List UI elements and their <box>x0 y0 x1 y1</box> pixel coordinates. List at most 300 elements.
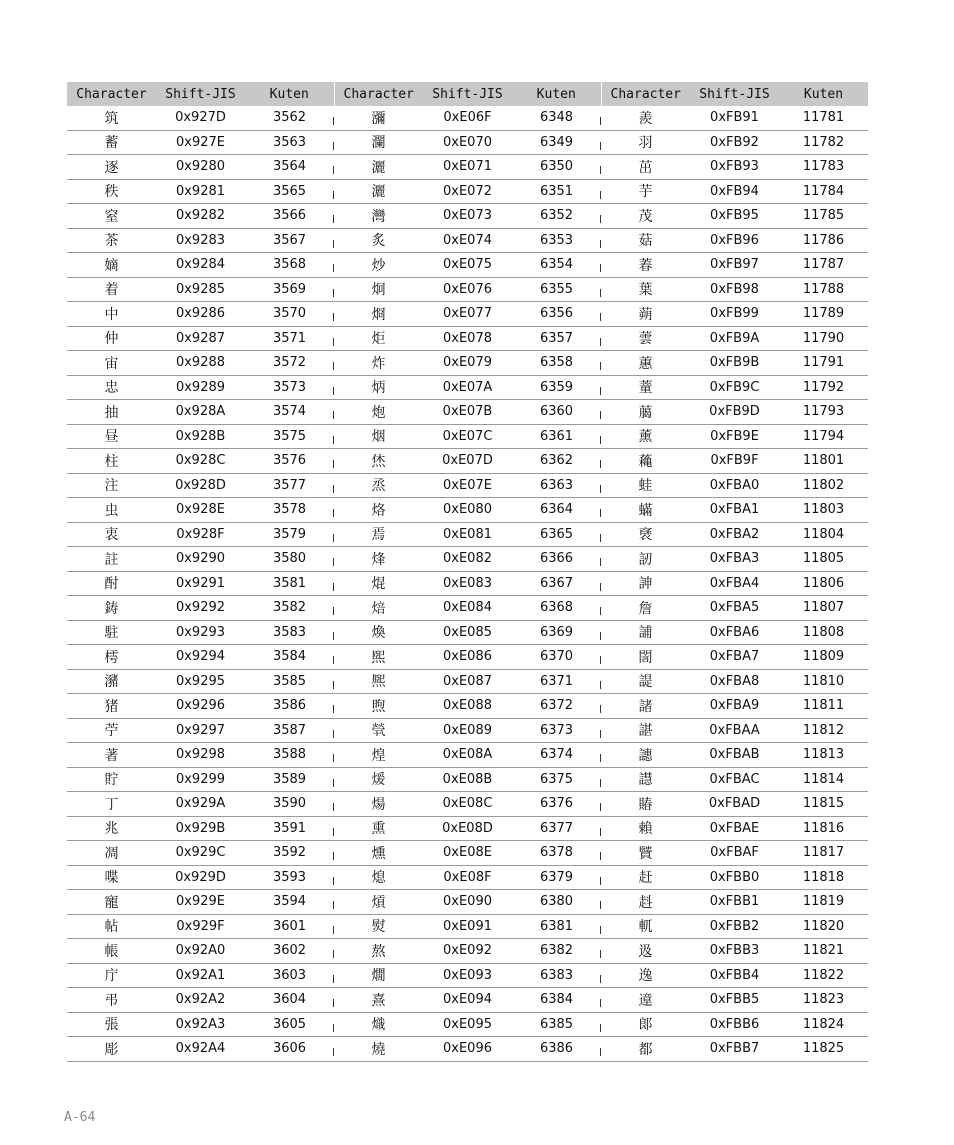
shift-jis-cell: 0xE083 <box>423 571 512 596</box>
character-cell: 郞 <box>601 1012 690 1037</box>
table-row <box>67 1037 868 1062</box>
shift-jis-cell: 0xFBB5 <box>690 988 779 1013</box>
table-body <box>67 106 868 1061</box>
character-cell: 燒 <box>334 1037 423 1062</box>
shift-jis-cell: 0xE092 <box>423 939 512 964</box>
kuten-cell: 6361 <box>512 424 601 449</box>
shift-jis-cell: 0xFB91 <box>690 106 779 130</box>
kuten-cell: 11783 <box>779 155 868 180</box>
kuten-cell: 3593 <box>245 865 334 890</box>
character-cell: 弔 <box>67 988 156 1013</box>
character-cell: 茶 <box>67 228 156 253</box>
table-row <box>67 792 868 817</box>
shift-jis-cell: 0xE076 <box>423 277 512 302</box>
shift-jis-cell: 0xE072 <box>423 179 512 204</box>
shift-jis-cell: 0xE08F <box>423 865 512 890</box>
kuten-cell: 3573 <box>245 375 334 400</box>
character-cell: 茂 <box>601 204 690 229</box>
shift-jis-cell: 0xFB9A <box>690 326 779 351</box>
shift-jis-cell: 0xFBAA <box>690 718 779 743</box>
character-cell: 猪 <box>67 694 156 719</box>
character-cell: 兆 <box>67 816 156 841</box>
kuten-cell: 11818 <box>779 865 868 890</box>
kuten-cell: 11803 <box>779 498 868 523</box>
kuten-cell: 3591 <box>245 816 334 841</box>
table-row <box>67 547 868 572</box>
character-cell: 庁 <box>67 963 156 988</box>
kuten-cell: 11789 <box>779 302 868 327</box>
shift-jis-cell: 0xFBA0 <box>690 473 779 498</box>
kuten-cell: 11785 <box>779 204 868 229</box>
shift-jis-cell: 0xFBA1 <box>690 498 779 523</box>
character-cell: 烋 <box>334 449 423 474</box>
kuten-cell: 6358 <box>512 351 601 376</box>
character-cell: 蓄 <box>67 130 156 155</box>
character-cell: 熬 <box>334 939 423 964</box>
shift-jis-cell: 0xFBAE <box>690 816 779 841</box>
character-cell: 譓 <box>601 743 690 768</box>
shift-jis-cell: 0xFBB1 <box>690 890 779 915</box>
kuten-cell: 3605 <box>245 1012 334 1037</box>
character-cell: 炳 <box>334 375 423 400</box>
kuten-cell: 11790 <box>779 326 868 351</box>
shift-jis-cell: 0xFB92 <box>690 130 779 155</box>
kuten-cell: 3603 <box>245 963 334 988</box>
table-row <box>67 963 868 988</box>
table-row <box>67 596 868 621</box>
character-cell: 煖 <box>334 767 423 792</box>
table-row <box>67 351 868 376</box>
character-cell: 蒴 <box>601 302 690 327</box>
kuten-cell: 3572 <box>245 351 334 376</box>
kuten-cell: 11787 <box>779 253 868 278</box>
shift-jis-cell: 0x929F <box>156 914 245 939</box>
kuten-cell: 3583 <box>245 620 334 645</box>
character-cell: 焉 <box>334 522 423 547</box>
character-cell: 烝 <box>334 473 423 498</box>
kuten-cell: 6349 <box>512 130 601 155</box>
shift-jis-cell: 0xFB9F <box>690 449 779 474</box>
column-header: Shift-JIS <box>156 82 245 106</box>
shift-jis-cell: 0x9295 <box>156 669 245 694</box>
shift-jis-cell: 0xFB95 <box>690 204 779 229</box>
kuten-cell: 3594 <box>245 890 334 915</box>
shift-jis-cell: 0xFBB0 <box>690 865 779 890</box>
shift-jis-cell: 0xE094 <box>423 988 512 1013</box>
shift-jis-cell: 0x9284 <box>156 253 245 278</box>
table-row <box>67 767 868 792</box>
character-cell: 熹 <box>334 988 423 1013</box>
kuten-cell: 3562 <box>245 106 334 130</box>
character-cell: 彫 <box>67 1037 156 1062</box>
shift-jis-cell: 0x92A1 <box>156 963 245 988</box>
kuten-cell: 11806 <box>779 571 868 596</box>
kuten-cell: 6372 <box>512 694 601 719</box>
character-cell: 炸 <box>334 351 423 376</box>
character-cell: 諶 <box>601 718 690 743</box>
shift-jis-cell: 0xFB99 <box>690 302 779 327</box>
kuten-cell: 11821 <box>779 939 868 964</box>
character-cell: 寵 <box>67 890 156 915</box>
shift-jis-cell: 0xE087 <box>423 669 512 694</box>
shift-jis-cell: 0xFBAF <box>690 841 779 866</box>
shift-jis-cell: 0xE07E <box>423 473 512 498</box>
character-cell: 炬 <box>334 326 423 351</box>
kuten-cell: 3578 <box>245 498 334 523</box>
character-cell: 軏 <box>601 914 690 939</box>
shift-jis-cell: 0x92A3 <box>156 1012 245 1037</box>
kuten-cell: 6386 <box>512 1037 601 1062</box>
character-cell: 炯 <box>334 277 423 302</box>
kuten-cell: 6378 <box>512 841 601 866</box>
character-cell: 諟 <box>601 669 690 694</box>
kuten-cell: 11823 <box>779 988 868 1013</box>
shift-jis-cell: 0x927D <box>156 106 245 130</box>
kuten-cell: 6351 <box>512 179 601 204</box>
character-cell: 逸 <box>601 963 690 988</box>
shift-jis-cell: 0xE096 <box>423 1037 512 1062</box>
character-cell: 熈 <box>334 669 423 694</box>
shift-jis-cell: 0x9298 <box>156 743 245 768</box>
character-cell: 燻 <box>334 841 423 866</box>
shift-jis-cell: 0x9299 <box>156 767 245 792</box>
kuten-cell: 6385 <box>512 1012 601 1037</box>
table-row <box>67 130 868 155</box>
table-row <box>67 375 868 400</box>
shift-jis-cell: 0x928C <box>156 449 245 474</box>
table-row <box>67 204 868 229</box>
character-cell: 焜 <box>334 571 423 596</box>
character-cell: 筑 <box>67 106 156 130</box>
character-cell: 煢 <box>334 718 423 743</box>
character-cell: 炒 <box>334 253 423 278</box>
table-row <box>67 277 868 302</box>
kuten-cell: 11824 <box>779 1012 868 1037</box>
table-row <box>67 228 868 253</box>
shift-jis-cell: 0x9293 <box>156 620 245 645</box>
kuten-cell: 6363 <box>512 473 601 498</box>
shift-jis-cell: 0xE08D <box>423 816 512 841</box>
kuten-cell: 3581 <box>245 571 334 596</box>
kuten-cell: 11812 <box>779 718 868 743</box>
shift-jis-cell: 0xE071 <box>423 155 512 180</box>
shift-jis-cell: 0x9294 <box>156 645 245 670</box>
table-row <box>67 498 868 523</box>
shift-jis-cell: 0xE091 <box>423 914 512 939</box>
table-row <box>67 1012 868 1037</box>
page-number: A-64 <box>64 1110 96 1125</box>
kuten-cell: 6374 <box>512 743 601 768</box>
shift-jis-cell: 0xFB97 <box>690 253 779 278</box>
column-header: Character <box>334 82 423 106</box>
shift-jis-cell: 0xE088 <box>423 694 512 719</box>
character-cell: 烙 <box>334 498 423 523</box>
shift-jis-cell: 0x929E <box>156 890 245 915</box>
character-cell: 着 <box>67 277 156 302</box>
character-cell: 萶 <box>601 253 690 278</box>
kuten-cell: 6371 <box>512 669 601 694</box>
kuten-cell: 6362 <box>512 449 601 474</box>
shift-jis-cell: 0xFB9E <box>690 424 779 449</box>
kuten-cell: 11813 <box>779 743 868 768</box>
character-cell: 菇 <box>601 228 690 253</box>
character-cell: 註 <box>67 547 156 572</box>
character-cell: 抽 <box>67 400 156 425</box>
kuten-cell: 11808 <box>779 620 868 645</box>
kuten-cell: 6365 <box>512 522 601 547</box>
character-cell: 柱 <box>67 449 156 474</box>
character-cell: 窒 <box>67 204 156 229</box>
kuten-cell: 11811 <box>779 694 868 719</box>
character-cell: 訒 <box>601 547 690 572</box>
character-cell: 駐 <box>67 620 156 645</box>
shift-jis-cell: 0x9289 <box>156 375 245 400</box>
character-cell: 煌 <box>334 743 423 768</box>
shift-jis-cell: 0xE090 <box>423 890 512 915</box>
shift-jis-cell: 0x9281 <box>156 179 245 204</box>
kuten-cell: 6380 <box>512 890 601 915</box>
kuten-cell: 3585 <box>245 669 334 694</box>
shift-jis-cell: 0x9287 <box>156 326 245 351</box>
kuten-cell: 6373 <box>512 718 601 743</box>
table-row <box>67 449 868 474</box>
kuten-cell: 6384 <box>512 988 601 1013</box>
kuten-cell: 6360 <box>512 400 601 425</box>
table-row <box>67 473 868 498</box>
shift-jis-cell: 0xFBB6 <box>690 1012 779 1037</box>
shift-jis-cell: 0xFBAD <box>690 792 779 817</box>
character-cell: 喋 <box>67 865 156 890</box>
kuten-cell: 3579 <box>245 522 334 547</box>
shift-jis-cell: 0xE095 <box>423 1012 512 1037</box>
kuten-cell: 3571 <box>245 326 334 351</box>
kuten-cell: 3589 <box>245 767 334 792</box>
character-cell: 灑 <box>334 179 423 204</box>
kuten-cell: 3604 <box>245 988 334 1013</box>
kuten-cell: 3576 <box>245 449 334 474</box>
kuten-cell: 11781 <box>779 106 868 130</box>
shift-jis-cell: 0xFBA3 <box>690 547 779 572</box>
code-table-container <box>67 82 868 1062</box>
character-cell: 賰 <box>601 792 690 817</box>
character-cell: 﨤 <box>601 939 690 964</box>
table-row <box>67 890 868 915</box>
character-cell: 灑 <box>334 155 423 180</box>
kuten-cell: 3587 <box>245 718 334 743</box>
kuten-cell: 6356 <box>512 302 601 327</box>
kuten-cell: 6364 <box>512 498 601 523</box>
shift-jis-cell: 0xE070 <box>423 130 512 155</box>
shift-jis-cell: 0xFBB2 <box>690 914 779 939</box>
table-row <box>67 743 868 768</box>
kuten-cell: 11819 <box>779 890 868 915</box>
shift-jis-cell: 0xE08E <box>423 841 512 866</box>
shift-jis-cell: 0xE06F <box>423 106 512 130</box>
kuten-cell: 11791 <box>779 351 868 376</box>
character-cell: 遧 <box>601 988 690 1013</box>
shift-jis-cell: 0x9290 <box>156 547 245 572</box>
shift-jis-cell: 0x92A2 <box>156 988 245 1013</box>
shift-jis-cell: 0xE078 <box>423 326 512 351</box>
character-cell: 葉 <box>601 277 690 302</box>
character-cell: 都 <box>601 1037 690 1062</box>
column-header: Shift-JIS <box>423 82 512 106</box>
shift-jis-cell: 0xE082 <box>423 547 512 572</box>
kuten-cell: 6379 <box>512 865 601 890</box>
kuten-cell: 3606 <box>245 1037 334 1062</box>
shift-jis-cell: 0x927E <box>156 130 245 155</box>
character-cell: 詹 <box>601 596 690 621</box>
character-cell: 中 <box>67 302 156 327</box>
table-row <box>67 939 868 964</box>
character-cell: 昼 <box>67 424 156 449</box>
table-row <box>67 914 868 939</box>
character-cell: 燗 <box>334 963 423 988</box>
table-row <box>67 841 868 866</box>
character-cell: 凋 <box>67 841 156 866</box>
table-row <box>67 253 868 278</box>
shift-jis-cell: 0xFB9D <box>690 400 779 425</box>
character-cell: 焙 <box>334 596 423 621</box>
shift-jis-cell: 0xFBA7 <box>690 645 779 670</box>
kuten-cell: 11807 <box>779 596 868 621</box>
table-row <box>67 522 868 547</box>
shift-jis-cell: 0xE075 <box>423 253 512 278</box>
character-cell: 煥 <box>334 620 423 645</box>
shift-jis-cell: 0xFB9B <box>690 351 779 376</box>
shift-jis-cell: 0x928B <box>156 424 245 449</box>
kuten-cell: 11804 <box>779 522 868 547</box>
kuten-cell: 11810 <box>779 669 868 694</box>
character-cell: 熕 <box>334 890 423 915</box>
kuten-cell: 3582 <box>245 596 334 621</box>
shift-jis-cell: 0xFBA2 <box>690 522 779 547</box>
table-row <box>67 424 868 449</box>
kuten-cell: 3588 <box>245 743 334 768</box>
shift-jis-cell: 0xE07C <box>423 424 512 449</box>
character-cell: 忠 <box>67 375 156 400</box>
kuten-cell: 6353 <box>512 228 601 253</box>
character-cell: 帳 <box>67 939 156 964</box>
table-row <box>67 816 868 841</box>
shift-jis-cell: 0x9285 <box>156 277 245 302</box>
character-cell: 衷 <box>67 522 156 547</box>
shift-jis-cell: 0xE07D <box>423 449 512 474</box>
character-cell: 芋 <box>601 179 690 204</box>
shift-jis-cell: 0xE093 <box>423 963 512 988</box>
character-cell: 瀰 <box>334 106 423 130</box>
character-cell: 煦 <box>334 694 423 719</box>
kuten-cell: 3574 <box>245 400 334 425</box>
character-cell: 炮 <box>334 400 423 425</box>
kuten-cell: 3563 <box>245 130 334 155</box>
shift-jis-cell: 0x928E <box>156 498 245 523</box>
kuten-cell: 6357 <box>512 326 601 351</box>
kuten-cell: 6355 <box>512 277 601 302</box>
shift-jis-cell: 0x9286 <box>156 302 245 327</box>
kuten-cell: 3602 <box>245 939 334 964</box>
character-cell: 灣 <box>334 204 423 229</box>
character-cell: 宙 <box>67 351 156 376</box>
character-code-table <box>67 82 868 1062</box>
character-cell: 煕 <box>334 645 423 670</box>
kuten-cell: 3564 <box>245 155 334 180</box>
kuten-cell: 11805 <box>779 547 868 572</box>
kuten-cell: 11782 <box>779 130 868 155</box>
kuten-cell: 3584 <box>245 645 334 670</box>
table-row <box>67 694 868 719</box>
table-header <box>67 82 868 106</box>
character-cell: 誧 <box>601 620 690 645</box>
kuten-cell: 6369 <box>512 620 601 645</box>
character-cell: 仲 <box>67 326 156 351</box>
shift-jis-cell: 0xE077 <box>423 302 512 327</box>
shift-jis-cell: 0x929B <box>156 816 245 841</box>
character-cell: 煬 <box>334 792 423 817</box>
kuten-cell: 11825 <box>779 1037 868 1062</box>
character-cell: 賴 <box>601 816 690 841</box>
kuten-cell: 11814 <box>779 767 868 792</box>
kuten-cell: 11784 <box>779 179 868 204</box>
character-cell: 訷 <box>601 571 690 596</box>
kuten-cell: 3592 <box>245 841 334 866</box>
character-cell: 熄 <box>334 865 423 890</box>
character-cell: 誾 <box>601 645 690 670</box>
character-cell: 茁 <box>601 155 690 180</box>
character-cell: 虫 <box>67 498 156 523</box>
kuten-cell: 3601 <box>245 914 334 939</box>
shift-jis-cell: 0xFBB7 <box>690 1037 779 1062</box>
kuten-cell: 3566 <box>245 204 334 229</box>
column-header: Kuten <box>779 82 868 106</box>
shift-jis-cell: 0xE08A <box>423 743 512 768</box>
character-cell: 蕫 <box>601 375 690 400</box>
table-row <box>67 988 868 1013</box>
kuten-cell: 6376 <box>512 792 601 817</box>
shift-jis-cell: 0x9291 <box>156 571 245 596</box>
kuten-cell: 3570 <box>245 302 334 327</box>
shift-jis-cell: 0xFB98 <box>690 277 779 302</box>
shift-jis-cell: 0x9282 <box>156 204 245 229</box>
kuten-cell: 3575 <box>245 424 334 449</box>
table-row <box>67 302 868 327</box>
kuten-cell: 6367 <box>512 571 601 596</box>
kuten-cell: 6348 <box>512 106 601 130</box>
shift-jis-cell: 0x9296 <box>156 694 245 719</box>
character-cell: 蘒 <box>601 449 690 474</box>
shift-jis-cell: 0xE080 <box>423 498 512 523</box>
kuten-cell: 11816 <box>779 816 868 841</box>
shift-jis-cell: 0xFB9C <box>690 375 779 400</box>
shift-jis-cell: 0x9292 <box>156 596 245 621</box>
kuten-cell: 3567 <box>245 228 334 253</box>
kuten-cell: 6354 <box>512 253 601 278</box>
kuten-cell: 3586 <box>245 694 334 719</box>
kuten-cell: 6352 <box>512 204 601 229</box>
shift-jis-cell: 0xFBA4 <box>690 571 779 596</box>
column-header: Character <box>67 82 156 106</box>
kuten-cell: 6377 <box>512 816 601 841</box>
shift-jis-cell: 0xE079 <box>423 351 512 376</box>
shift-jis-cell: 0xE07B <box>423 400 512 425</box>
table-row <box>67 155 868 180</box>
shift-jis-cell: 0xFBAB <box>690 743 779 768</box>
kuten-cell: 6366 <box>512 547 601 572</box>
shift-jis-cell: 0x9288 <box>156 351 245 376</box>
kuten-cell: 6370 <box>512 645 601 670</box>
shift-jis-cell: 0xE073 <box>423 204 512 229</box>
shift-jis-cell: 0xE07A <box>423 375 512 400</box>
